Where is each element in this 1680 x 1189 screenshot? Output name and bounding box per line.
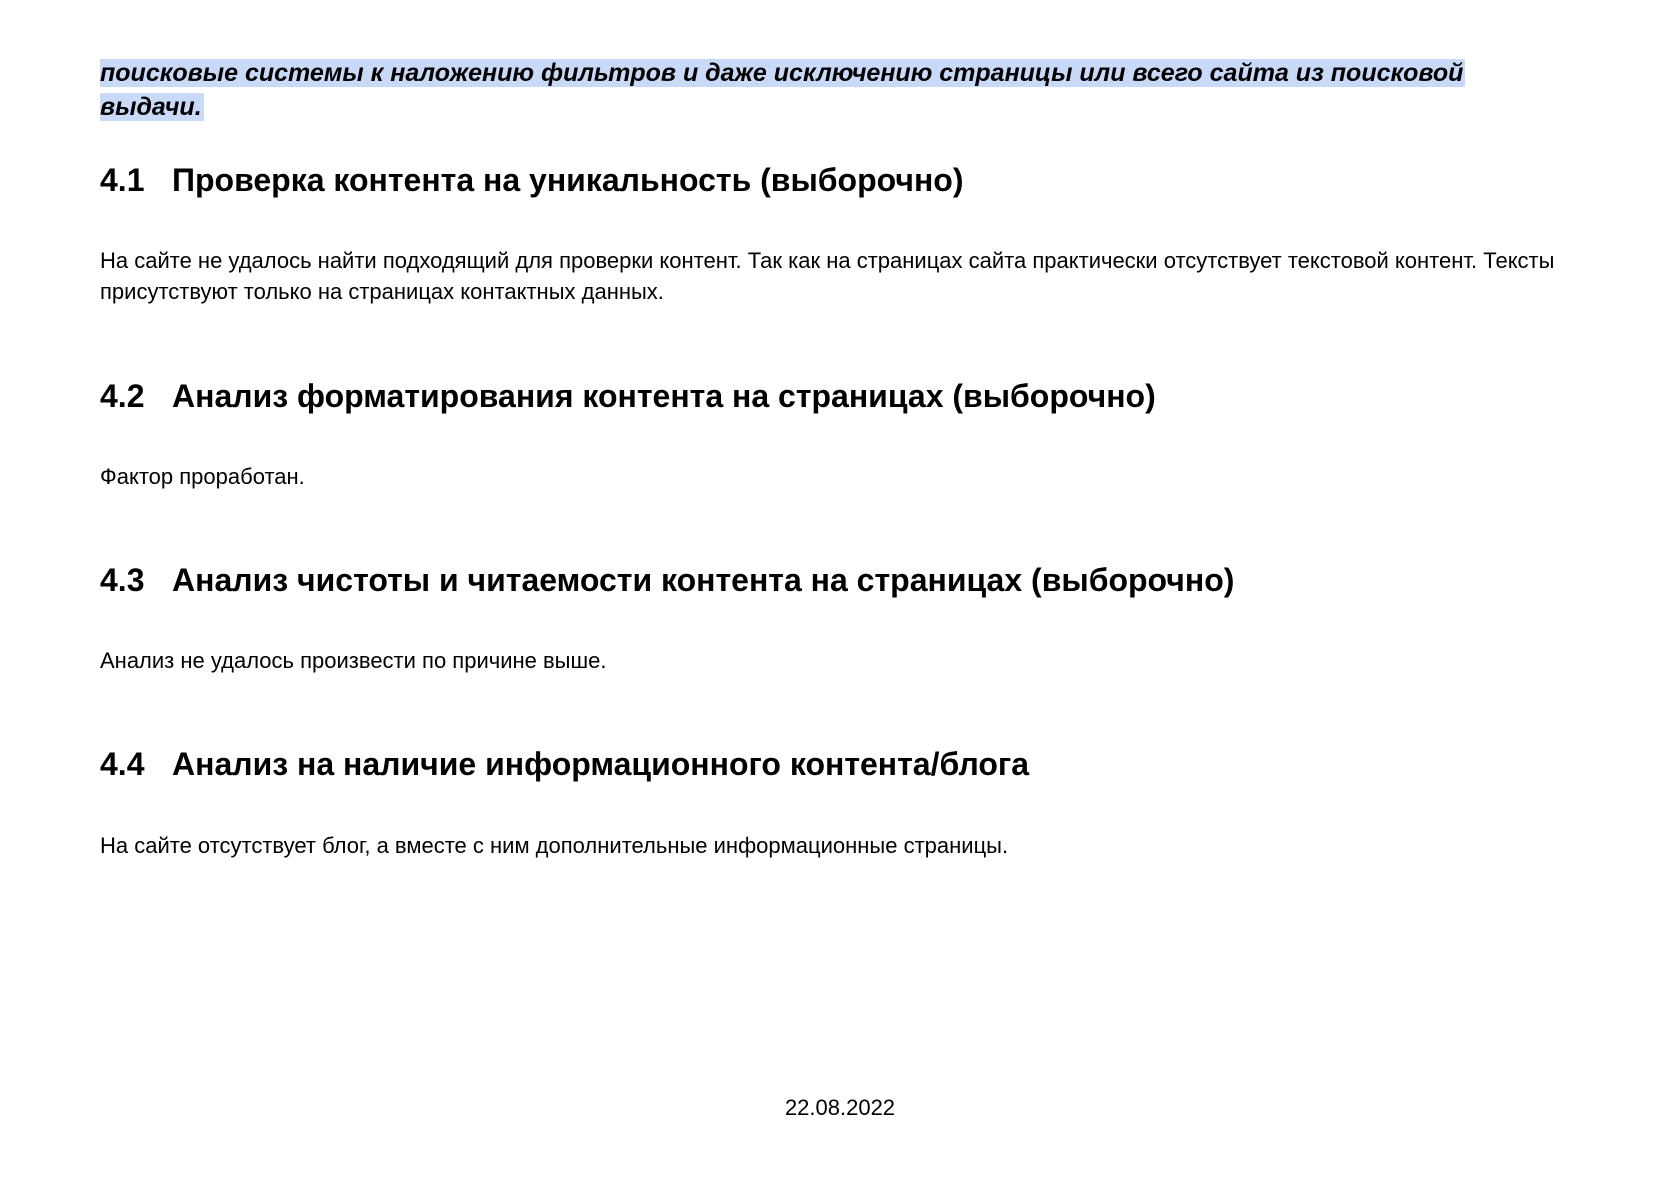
section-body-4-2: Фактор проработан. <box>100 464 305 489</box>
section-title: Анализ форматирования контента на страницах (выборочно) <box>172 378 1156 414</box>
selected-text-highlight[interactable]: поисковые системы к наложению фильтров и даже исключению страницы или всего сайта из поисковой выдачи. <box>100 59 1464 121</box>
section-heading-4-4 <box>100 744 1029 784</box>
section-number: 4.1 <box>100 162 145 198</box>
footer-date: 22.08.2022 <box>784 1095 896 1120</box>
section-heading-4-3 <box>100 560 1234 600</box>
section-body-4-4: На сайте отсутствует блог, а вместе с ним дополнительные информационные страницы. <box>100 833 1009 858</box>
section-title: Анализ на наличие информационного контента/блога <box>172 746 1030 782</box>
section-body-4-3: Анализ не удалось произвести по причине выше. <box>100 648 607 673</box>
intro-paragraph <box>100 56 1540 124</box>
section-title: Анализ чистоты и читаемости контента на страницах (выборочно) <box>172 562 1235 598</box>
section-body-4-1: На сайте не удалось найти подходящий для проверки контент. Так как на страницах сайта практически отсутствует текстовой контент. Тексты присутствуют только на страницах контактных данных. <box>100 248 1555 304</box>
section-title: Проверка контента на уникальность (выборочно) <box>172 162 964 198</box>
section-heading-4-2 <box>100 376 1156 416</box>
section-number: 4.3 <box>100 562 145 598</box>
section-number: 4.4 <box>100 746 145 782</box>
section-heading-4-1 <box>100 160 964 200</box>
section-number: 4.2 <box>100 378 145 414</box>
